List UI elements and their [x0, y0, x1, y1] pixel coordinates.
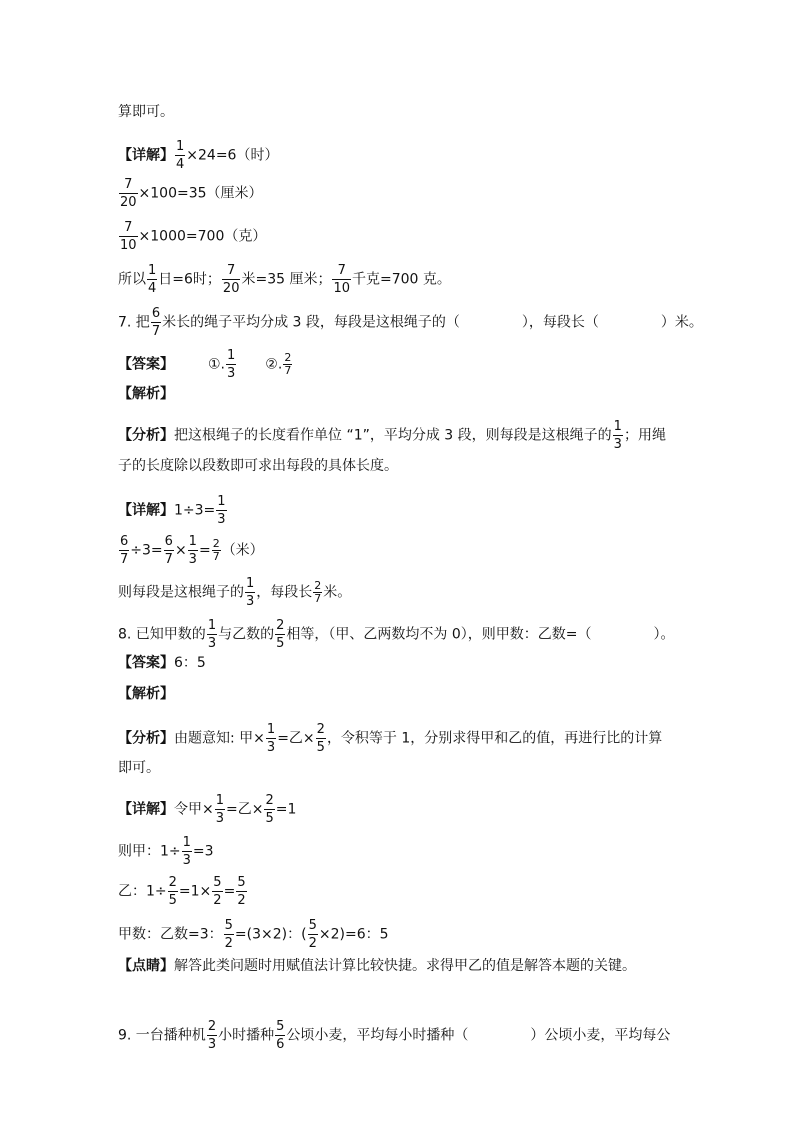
denominator: 2 — [237, 893, 246, 908]
text-run: =1× — [178, 883, 212, 900]
fraction — [182, 834, 192, 869]
text-run: 日=6时； — [158, 271, 221, 288]
numerator: 2 — [265, 793, 274, 808]
line-analysis-title — [118, 384, 174, 404]
text-run: × — [174, 542, 187, 559]
text-run: 所以 — [118, 271, 146, 288]
text-run: 公顷小麦，平均每小时播种（ — [286, 1027, 469, 1044]
denominator: 3 — [207, 636, 217, 651]
line-analysis-title — [118, 684, 174, 704]
text-run: 则每段是这根绳子的 — [118, 584, 244, 601]
line-18 — [118, 758, 160, 778]
line-11 — [118, 493, 228, 528]
numerator: 5 — [308, 918, 317, 933]
text-run: ，令积等于 1，分别求得甲和乙的值，再进行比的计算 — [326, 730, 663, 747]
detail-tag: 【详解】 — [118, 502, 174, 519]
text-run: 小时播种 — [218, 1027, 275, 1044]
text-run: 令甲× — [174, 801, 214, 818]
numerator: 5 — [224, 918, 233, 933]
numerator: 1 — [188, 534, 197, 549]
detail-tag: 【详解】 — [118, 147, 174, 164]
denominator: 20 — [222, 281, 240, 296]
text-run: ，每段长 — [256, 584, 313, 601]
denominator: 2 — [224, 936, 233, 951]
text-run: 子的长度除以段数即可求出每段的具体长度。 — [118, 458, 398, 474]
text-run: 解答此类问题时用赋值法计算比较快捷。求得甲乙的值是解答本题的关键。 — [174, 958, 636, 974]
denominator: 7 — [120, 552, 129, 567]
text-run: （米） — [221, 542, 264, 559]
numerator: 6 — [164, 534, 173, 549]
fraction — [222, 262, 241, 297]
numerator: 1 — [207, 618, 217, 633]
denominator: 3 — [217, 512, 226, 527]
line-2 — [118, 138, 278, 173]
denominator: 2 — [308, 936, 317, 951]
numerator: 2 — [212, 537, 220, 550]
fraction — [216, 493, 226, 528]
fraction — [266, 721, 276, 756]
text-run: ×2)=6：5 — [318, 926, 389, 943]
text-run: 与乙数的 — [218, 626, 275, 643]
text-run: 把这根绳子的长度看作单位 “1”，平均分成 3 段，则每段是这根绳子的 — [174, 427, 612, 444]
line-23 — [118, 956, 636, 976]
denominator: 5 — [276, 636, 285, 651]
text-run: 千克=700 克。 — [352, 271, 451, 288]
text-run: 即可。 — [118, 760, 160, 776]
fraction — [119, 176, 138, 211]
line-1 — [118, 102, 174, 122]
denominator: 5 — [265, 811, 274, 826]
line-3 — [118, 176, 263, 211]
denominator: 3 — [207, 1037, 217, 1052]
fraction — [207, 1018, 217, 1053]
text-run: 米。 — [323, 584, 352, 601]
fraction — [308, 917, 318, 952]
text-run: = — [223, 883, 236, 900]
text-run: ①. — [208, 356, 226, 373]
detail-tag: 【详解】 — [118, 801, 174, 818]
text-run: =乙× — [226, 801, 264, 818]
denominator: 3 — [215, 811, 225, 826]
fraction — [236, 874, 246, 909]
question-7 — [118, 305, 703, 340]
numerator: 1 — [215, 793, 225, 808]
numerator: 1 — [246, 576, 255, 591]
denominator: 7 — [314, 592, 322, 605]
line-21 — [118, 874, 248, 909]
text-run: ）米。 — [660, 314, 703, 331]
text-run: =3 — [192, 843, 214, 860]
text-run: 【解析】 — [118, 686, 174, 702]
line-20 — [118, 834, 214, 869]
text-run: =1 — [275, 801, 297, 818]
fraction — [164, 533, 174, 568]
denominator: 3 — [182, 853, 191, 868]
denominator: 10 — [333, 281, 351, 296]
fraction — [212, 874, 222, 909]
analysis-tag: 【分析】 — [118, 427, 174, 444]
text-run: ；用绳 — [623, 427, 666, 444]
fraction — [168, 874, 178, 909]
denominator: 10 — [120, 238, 137, 253]
line-17 — [118, 721, 662, 756]
text-run: 7. 把 — [118, 314, 150, 331]
denominator: 3 — [246, 594, 255, 609]
denominator: 3 — [613, 437, 622, 452]
text-run: ②. — [265, 356, 283, 373]
question-9 — [118, 1018, 670, 1053]
text-run: 则甲：1÷ — [118, 843, 181, 860]
numerator: 1 — [182, 835, 191, 850]
numerator: 5 — [276, 1019, 285, 1034]
text-run: ×100=35（厘米） — [138, 185, 263, 202]
line-22 — [118, 917, 389, 952]
denominator: 5 — [316, 740, 325, 755]
analysis-tag: 【分析】 — [118, 730, 174, 747]
text-run: 米长的绳子平均分成 3 段，每段是这根绳子的（ — [162, 314, 460, 331]
fraction — [147, 262, 157, 297]
answer-tag: 【答案】 — [118, 356, 174, 373]
fraction — [188, 533, 198, 568]
numerator: 2 — [207, 1019, 217, 1034]
line-9 — [118, 418, 666, 453]
fraction — [264, 792, 274, 827]
text-run: 由题意知: 甲× — [174, 730, 265, 747]
numerator: 7 — [119, 219, 138, 237]
line-12 — [118, 533, 264, 568]
remark-tag: 【点睛】 — [118, 958, 174, 974]
text-run: 相等，（甲、乙两数均不为 0），则甲数：乙数=（ — [286, 626, 592, 643]
denominator: 3 — [266, 740, 276, 755]
line-5 — [118, 262, 451, 297]
denominator: 6 — [276, 1037, 285, 1052]
denominator: 7 — [284, 364, 292, 377]
text-run: ）。 — [653, 626, 675, 643]
fraction — [212, 538, 221, 563]
numerator: 2 — [284, 351, 292, 364]
fraction — [332, 262, 351, 297]
line-19 — [118, 792, 296, 827]
denominator: 7 — [151, 324, 161, 339]
fraction — [119, 533, 129, 568]
numerator: 5 — [237, 875, 246, 890]
numerator: 1 — [266, 722, 276, 737]
denominator: 2 — [213, 893, 222, 908]
text-run: ×1000=700（克） — [138, 228, 267, 245]
line-10 — [118, 456, 398, 476]
fraction — [245, 575, 255, 610]
fraction — [283, 352, 292, 377]
text-run: 甲数：乙数=3： — [118, 926, 223, 943]
denominator: 3 — [188, 552, 197, 567]
fraction — [119, 219, 138, 254]
text-run: 8. 已知甲数的 — [118, 626, 206, 643]
text-run: =乙× — [277, 730, 315, 747]
denominator: 4 — [176, 157, 185, 172]
answer-tag: 【答案】 — [118, 655, 174, 671]
denominator: 5 — [168, 893, 177, 908]
text-run: 1÷3= — [174, 502, 216, 519]
numerator: 1 — [217, 494, 226, 509]
fraction — [313, 580, 322, 605]
fraction — [207, 617, 217, 652]
numerator: 2 — [316, 722, 325, 737]
text-run: 米=35 厘米； — [241, 271, 332, 288]
fraction — [226, 347, 236, 382]
numerator: 7 — [332, 262, 351, 280]
numerator: 1 — [613, 419, 622, 434]
text-run: =(3×2)：( — [234, 926, 307, 943]
numerator: 5 — [213, 875, 222, 890]
fraction — [215, 792, 225, 827]
text-run: ÷3= — [130, 542, 163, 559]
answer-8 — [118, 653, 206, 673]
numerator: 1 — [227, 348, 236, 363]
text-run: ）公顷小麦，平均每公 — [530, 1027, 671, 1044]
denominator: 7 — [212, 550, 220, 563]
numerator: 2 — [168, 875, 177, 890]
text-run: 【解析】 — [118, 386, 174, 402]
fraction — [175, 138, 185, 173]
text-run: ），每段长（ — [521, 314, 599, 331]
numerator: 7 — [119, 176, 138, 194]
numerator: 2 — [314, 579, 322, 592]
text-run: = — [198, 542, 211, 559]
text-run: ×24=6（时） — [186, 147, 279, 164]
text-run: 算即可。 — [118, 104, 174, 120]
denominator: 20 — [120, 195, 137, 210]
numerator: 7 — [222, 262, 241, 280]
answer-7 — [118, 347, 293, 382]
numerator: 2 — [276, 618, 285, 633]
numerator: 1 — [148, 263, 157, 278]
fraction — [224, 917, 234, 952]
fraction — [316, 721, 326, 756]
numerator: 1 — [176, 139, 185, 154]
fraction — [613, 418, 623, 453]
text-run: 6：5 — [174, 655, 206, 671]
fraction — [275, 617, 285, 652]
question-8 — [118, 617, 674, 652]
line-4 — [118, 219, 266, 254]
text-run: 9. 一台播种机 — [118, 1027, 206, 1044]
fraction — [151, 305, 161, 340]
numerator: 6 — [120, 534, 129, 549]
denominator: 3 — [227, 366, 236, 381]
line-13 — [118, 575, 351, 610]
fraction — [275, 1018, 285, 1053]
numerator: 6 — [151, 306, 161, 321]
denominator: 4 — [148, 281, 157, 296]
text-run: 乙：1÷ — [118, 883, 167, 900]
denominator: 7 — [164, 552, 173, 567]
